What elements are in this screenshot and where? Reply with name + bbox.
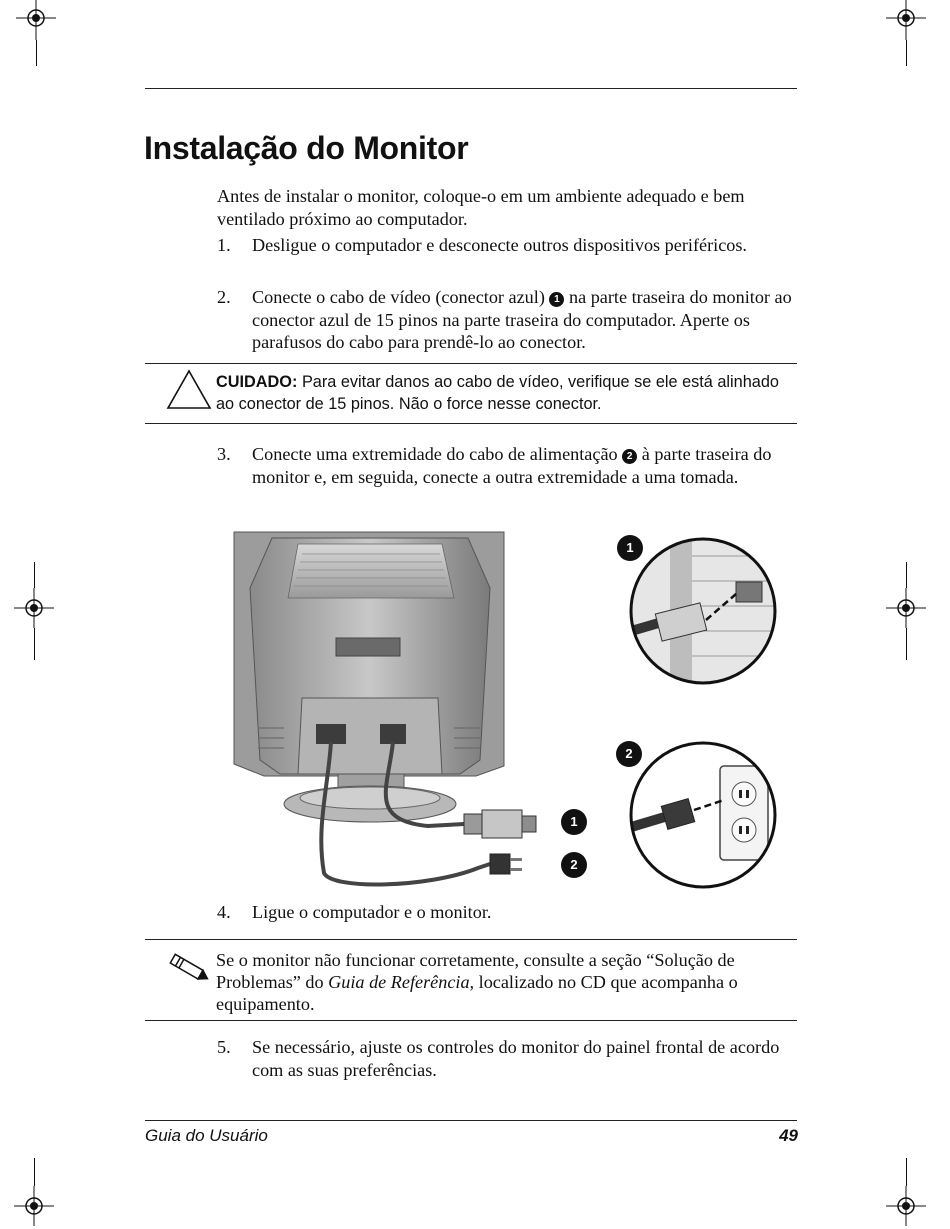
note-text-before: Se o monitor não funcionar corretamente, consulte a seção “Solução de Problemas” do (216, 950, 735, 992)
caution-top-rule (145, 363, 797, 364)
crop-line (34, 628, 35, 660)
note-bottom-rule (145, 1020, 797, 1021)
crop-line (906, 562, 907, 588)
step-text: Se necessário, ajuste os controles do monitor do painel frontal de acordo com as suas preferências. (252, 1037, 780, 1080)
step-number: 1. (217, 235, 231, 255)
crop-line (906, 40, 907, 66)
note-top-rule (145, 939, 797, 940)
crop-line (906, 628, 907, 660)
header-rule (145, 88, 797, 89)
note-text-after: localizado no CD que acompanha o equipamento. (216, 972, 738, 1014)
registration-mark-icon (886, 1186, 926, 1226)
step-text-before: Conecte uma extremidade do cabo de alimentação (252, 444, 618, 464)
registration-mark-icon (16, 0, 56, 40)
step-text: Ligue o computador e o monitor. (252, 902, 492, 922)
figure-callout-1: 1 (617, 535, 643, 561)
caution-bottom-rule (145, 423, 797, 424)
registration-mark-icon (14, 588, 54, 628)
crop-line (34, 562, 35, 588)
step-number: 5. (217, 1037, 231, 1057)
registration-mark-icon (886, 0, 926, 40)
power-outlet-detail (628, 740, 778, 890)
intro-paragraph: Antes de instalar o monitor, coloque-o em um ambiente adequado e bem ventilado próximo ao computador. (217, 186, 745, 229)
figure-callout-1: 1 (561, 809, 587, 835)
caution-text (216, 371, 796, 415)
footer-book-title: Guia do Usuário (145, 1126, 268, 1145)
step-text-before: Conecte o cabo de vídeo (conector azul) (252, 287, 545, 307)
caution-label: CUIDADO: (216, 373, 298, 391)
figure-callout-2: 2 (616, 741, 642, 767)
caution-body: Para evitar danos ao cabo de vídeo, verifique se ele está alinhado ao conector de 15 pinos. Não o force nesse conector. (216, 373, 779, 413)
note-italic-ref: Guia de Referência, (328, 972, 475, 992)
footer-rule (145, 1120, 797, 1121)
callout-badge: 1 (549, 292, 564, 307)
registration-mark-icon (14, 1186, 54, 1226)
crop-line (36, 40, 37, 66)
page-title: Instalação do Monitor (144, 130, 469, 166)
step-number: 3. (217, 444, 231, 464)
monitor-rear-illustration (228, 528, 590, 890)
step-text (252, 443, 802, 488)
step-text-after: à parte traseira do monitor e, em seguida, conecte a outra extremidade a uma tomada. (252, 444, 772, 487)
step-number: 4. (217, 902, 231, 922)
step-text: Desligue o computador e desconecte outros dispositivos periféricos. (252, 235, 747, 255)
crop-line (906, 1158, 907, 1186)
caution-triangle-icon (166, 369, 212, 410)
video-connector-detail (628, 536, 778, 686)
figure-callout-2: 2 (561, 852, 587, 878)
footer-page-number: 49 (779, 1126, 798, 1145)
step-text (252, 286, 802, 354)
note-text (216, 949, 798, 1015)
registration-mark-icon (886, 588, 926, 628)
crop-line (34, 1158, 35, 1186)
step-text-after: na parte traseira do monitor ao conector azul de 15 pinos na parte traseira do computador. Aperte os parafusos do cabo para prendê-lo ao conector. (252, 287, 792, 352)
pencil-note-icon (164, 950, 210, 986)
step-number: 2. (217, 287, 231, 307)
callout-badge: 2 (622, 449, 637, 464)
